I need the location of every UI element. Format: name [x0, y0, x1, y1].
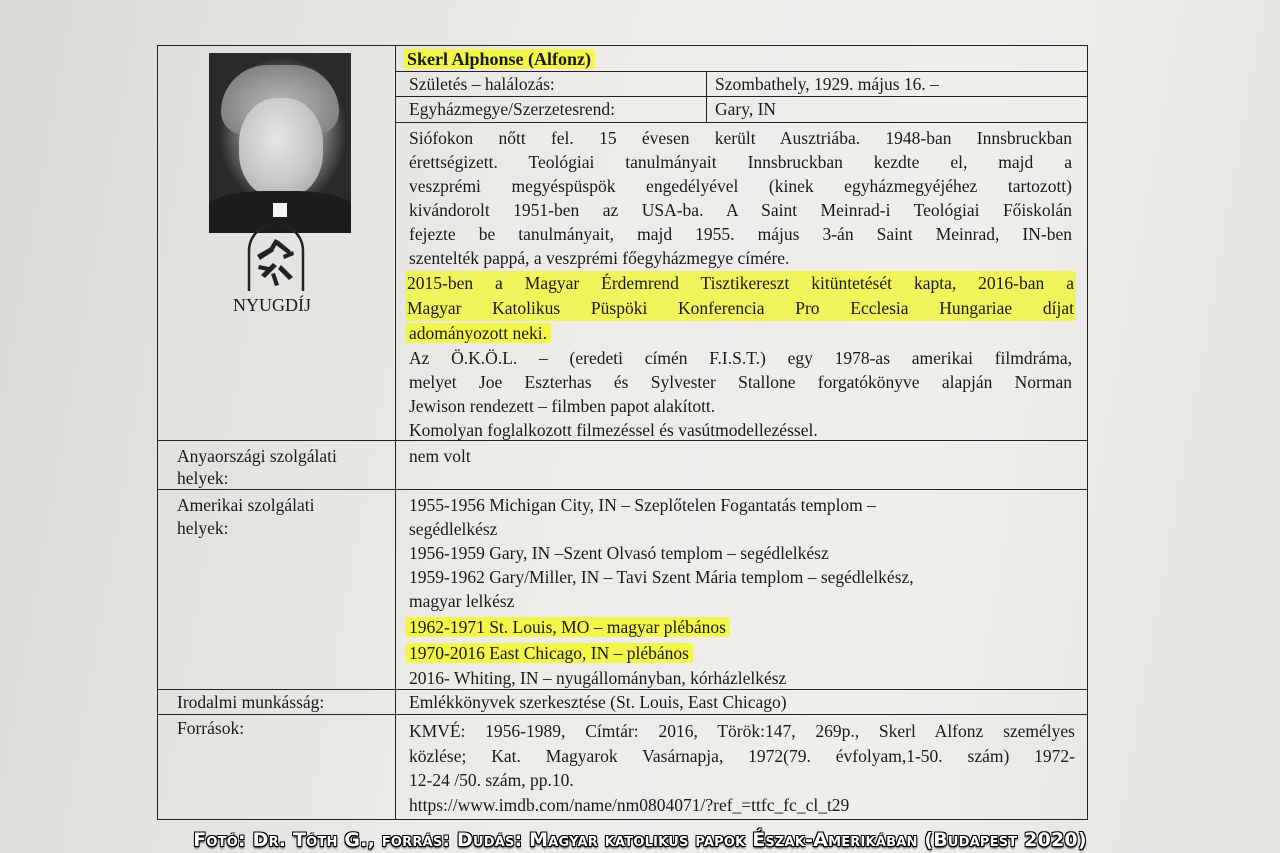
bio-line: szentelték pappá, a veszprémi főegyházmegye címére.: [409, 248, 790, 268]
home-service-value: nem volt: [409, 446, 471, 466]
source-line: közlése; Kat. Magyarok Vasárnapja, 1972(79. évfolyam,1-50. szám) 1972-: [409, 746, 1075, 766]
portrait-photo: [209, 53, 351, 233]
service-line-highlighted: [405, 641, 693, 666]
service-line: magyar lelkész: [409, 591, 515, 611]
document-sheet: [157, 45, 1088, 820]
bio-line-highlighted: [405, 321, 551, 346]
source-line: 12-24 /50. szám, pp.10.: [409, 770, 574, 790]
american-service-label: Amerikai szolgálati: [177, 495, 315, 515]
bio-line: Siófokon nőtt fel. 15 évesen került Ausztriába. 1948-ban Innsbruckban: [409, 128, 1072, 148]
literary-value: Emlékkönyvek szerkesztése (St. Louis, East Chicago): [409, 692, 787, 712]
bio-line: érettségizett. Teológiai tanulmányait Innsbruckban kezdte el, majd a: [409, 152, 1072, 172]
diocese-value: Gary, IN: [715, 99, 777, 119]
person-name: [403, 48, 595, 70]
bio-line-highlighted: 2015-ben a Magyar Érdemrend Tisztikereszt kitüntetését kapta, 2016-ban a: [405, 271, 1076, 296]
birth-value: Szombathely, 1929. május 16. –: [715, 74, 939, 94]
service-line: 1959-1962 Gary/Miller, IN – Tavi Szent Mária templom – segédlelkész,: [409, 567, 914, 587]
bio-line: Jewison rendezett – filmben papot alakított.: [409, 396, 716, 416]
status-label: NYUGDÍJ: [233, 295, 311, 315]
bio-line: fejezte be tanulmányait, majd 1955. május 3-án Saint Meinrad, IN-ben: [409, 224, 1072, 244]
service-line: segédlelkész: [409, 519, 498, 539]
birth-label: Születés – halálozás:: [409, 74, 555, 94]
bio-line-highlighted: Magyar Katolikus Püspöki Konferencia Pro Ecclesia Hungariae díjat: [405, 296, 1076, 321]
bio-line-highlighted-text: adományozott neki.: [405, 323, 551, 343]
home-service-value-cell: [395, 440, 1088, 490]
literary-label: Irodalmi munkásság:: [177, 692, 325, 712]
home-service-label: helyek:: [177, 468, 229, 488]
source-url: https://www.imdb.com/name/nm0804071/?ref_=ttfc_fc_cl_t29: [409, 795, 850, 815]
american-service-label: helyek:: [177, 518, 229, 538]
bio-line: Az Ö.K.Ö.L. – (eredeti címén F.I.S.T.) egy 1978-as amerikai filmdráma,: [409, 348, 1072, 368]
service-line-highlighted-text: 1970-2016 East Chicago, IN – plébános: [405, 643, 693, 663]
photo-credit-caption: Fotó: Dr. Tóth G., forrás: Dudás: Magyar katolikus papok Észak-Amerikában (Budapest 2020): [193, 829, 1087, 851]
source-line: KMVÉ: 1956-1989, Címtár: 2016, Török:147, 269p., Skerl Alfonz személyes: [409, 721, 1075, 741]
person-name-text: Skerl Alphonse (Alfonz): [403, 49, 595, 69]
service-line: 1955-1956 Michigan City, IN – Szeplőtelen Fogantatás templom –: [409, 495, 876, 515]
bio-line: veszprémi megyéspüspök engedélyével (kinek egyházmegyéjéhez tartozott): [409, 176, 1072, 196]
home-service-label: Anyaországi szolgálati: [177, 446, 337, 466]
service-line-highlighted-text: 1962-1971 St. Louis, MO – magyar plébános: [405, 617, 730, 637]
hands-logo-icon: [245, 225, 307, 293]
diocese-label: Egyházmegye/Szerzetesrend:: [409, 99, 616, 119]
sources-label: Források:: [177, 718, 245, 738]
bio-line: melyet Joe Eszterhas és Sylvester Stallone forgatókönyve alapján Norman: [409, 372, 1072, 392]
service-line-highlighted: [405, 615, 730, 640]
bio-line: Komolyan foglalkozott filmezéssel és vasútmodellezéssel.: [409, 420, 818, 440]
bio-line: kivándorolt 1951-ben az USA-ba. A Saint Meinrad-i Teológiai Főiskolán: [409, 200, 1072, 220]
service-line: 2016- Whiting, IN – nyugállományban, kórházlelkész: [409, 668, 787, 688]
service-line: 1956-1959 Gary, IN –Szent Olvasó templom – segédlelkész: [409, 543, 829, 563]
